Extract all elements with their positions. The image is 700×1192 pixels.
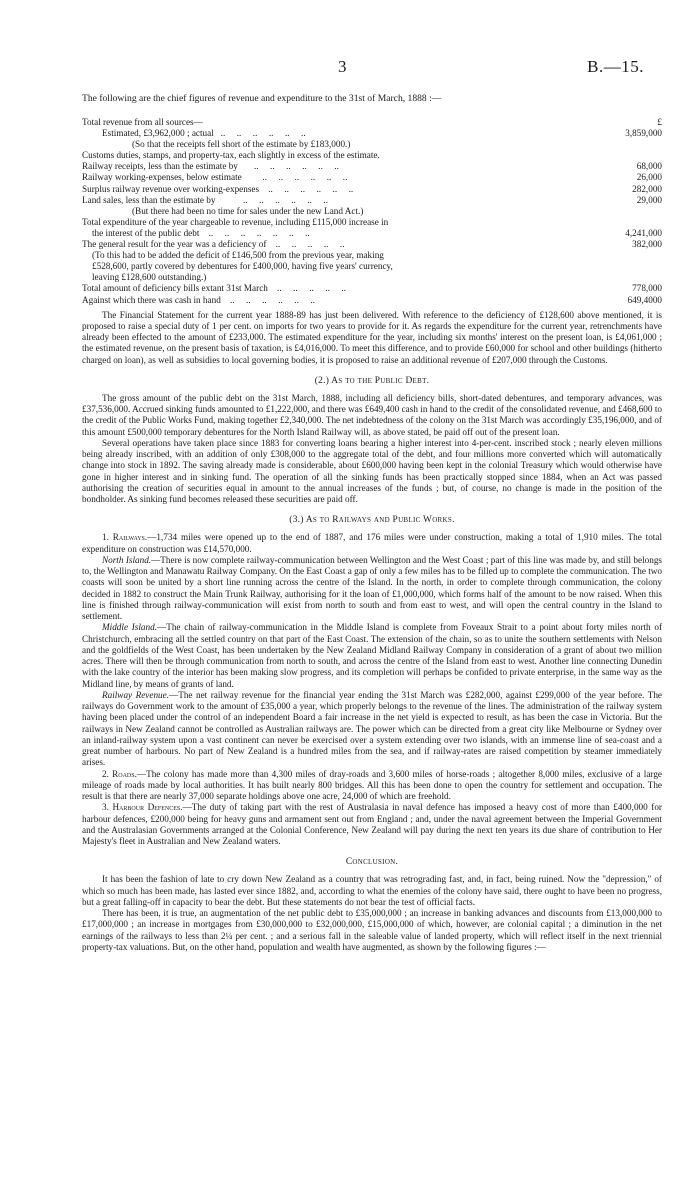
figure-amount [602,272,662,283]
figure-amount [602,261,662,272]
figure-label: Railway working-expenses, below estimate .. .. .. .. .. .. [82,172,348,183]
middle-island-paragraph [82,622,662,690]
figure-amount: 68,000 [636,161,662,172]
railway-revenue-paragraph [82,690,662,769]
figure-row [82,206,662,217]
figure-row [82,128,662,139]
figure-row [82,228,662,239]
figure-label: Surplus railway revenue over working-expenses .. .. .. .. .. .. [82,183,354,194]
figure-row [82,150,662,161]
figure-label: Total amount of deficiency bills extant 31st March .. .. .. .. .. [82,283,346,294]
harbour-defences-paragraph [82,802,662,847]
figure-row [82,217,662,228]
section-heading-conclusion: Conclusion. [345,857,399,868]
middle-island-text: —The chain of railway-communication in the Middle Island is complete from Foveaux Strait to a point about forty miles north of Christchurch, embracing all the settled country on that part of the East Coast. The extension of the chain, so as to unite the southern settlements with Nelson and the goldfields of the West Coast, has been undertaken by the New Zealand Midland Railway Company in consideration of a grant of about two million acres. There will then be through communication from north to south, and across the centre of the Island from east to west. Another line connecting Dunedin with the lake country of the interior has been making slow progress, and its completion will perhaps be confided to private enterprise, in the same way as the Midland line, by means of grants of land. [82,622,662,689]
figure-row [82,250,662,261]
north-island-text: —There is now complete railway-communication between Wellington and the West Coast ; part of this line was made by, and still belongs to, the Wellington and Manawatu Railway Company. On the East Coast a gap of only a few miles has to be filled up to complete the communication. The two coasts will soon be united by a short line running across the centre of the Island. In the north, in order to complete through communication, the colony decided in 1882 to construct the Main Trunk Railway, authorising for it the loan of £1,000,000, which forms half of the amount to be now raised. When this line is finished through railway-communication will exist from north to south and from east to west, and will open the central country in the Island to settlement. [82,554,662,622]
figure-label: Railway receipts, less than the estimate by .. .. .. .. .. .. [82,161,339,172]
conclusion-paragraph-2: There has been, it is true, an augmentation of the net public debt to £35,000,000 ; an increase in banking advances and discounts from £13,000,000 to £17,000,000 ; an increase in mortgages from £30,000,000 to £32,000,000, £15,000,000 of which, however, are colonial capital ; a diminution in the net earnings of the railways to less than 2¼ per cent. ; and a serious fall in the saleable value of landed property, which will reflect itself in the next triennial property-tax valuations. But, on the other hand, population and wealth have augmented, as shown by the following figures :— [82,908,662,952]
figure-row [82,172,662,183]
roads-lead: 2. Roads. [102,768,137,779]
figure-label: (But there had been no time for sales under the new Land Act.) [132,205,364,216]
railways-text: —1,734 miles were opened up to the end of 1887, and 176 miles were under construction, making a total of 1,910 miles. The total expenditure on construction was £14,570,000. [82,532,662,554]
figure-label: The general result for the year was a deficiency of .. .. .. .. .. [82,239,345,250]
figure-row [82,283,662,294]
public-debt-paragraph-1: The gross amount of the public debt on the 31st March, 1888, including all deficiency bills, short-dated debentures, and temporary advances, was £37,536,000. Accrued sinking funds amounted to £1,222,000, and there was £649,400 cash in hand to the credit of the consolidated revenue, and £468,600 to the credit of the Public Works Fund, making together £2,340,000. The net indebtedness of the colony on the 31st March was accordingly £35,196,000, and of this amount £500,000 temporary debentures for the North Island Railway will, as above stated, be paid off out of the present loan. [82,392,662,437]
figure-row [82,295,662,306]
figure-label: Total revenue from all sources— [82,117,203,127]
figure-row [82,261,662,272]
figure-amount [602,139,662,150]
figure-amount: 649,4000 [627,294,662,305]
figure-amount: £ [657,117,662,127]
figure-row [82,161,662,172]
figure-label: £528,600, partly covered by debentures for £400,000, having five years' currency, [92,261,393,272]
harbour-defences-lead: 3. Harbour Defences. [102,802,183,813]
figure-amount [602,206,662,217]
middle-island-lead: Middle Island. [102,622,158,633]
figure-amount: 778,000 [632,283,662,294]
harbour-defences-text: —The duty of taking part with the rest of Australasia in naval defence has imposed a heavy cost of more than £400,000 for harbour defences, £200,000 being for heavy guns and armament sent out from England ; and, under the naval agreement between the Imperial Government and the Australasian Governments arranged at the Colonial Conference, New Zealand will pay during the next ten years its due share of contribution to Her Majesty's fleet in Australian and New Zealand waters. [82,802,662,847]
figure-label: the interest of the public debt .. .. .. .. .. .. .. [92,227,310,238]
figure-row [82,195,662,206]
figure-label: Land sales, less than the estimate by .. .. .. .. .. .. [82,194,328,205]
figure-amount [602,250,662,261]
roads-text: —The colony has made more than 4,300 miles of dray-roads and 3,600 miles of horse-roads ; altogether 8,000 miles, exclusive of a large mileage of roads made by local authorities. It has built nearly 800 bridges. All this has been done to open the country for settlement and occupation. The result is that there are nearly 37,000 separate holdings above one acre, 24,000 of which are freehold. [82,768,662,802]
section-heading-railways: (3.) As to Railways and Public Works. [289,515,455,526]
figure-label: (So that the receipts fell short of the estimate by £183,000.) [132,139,351,150]
page-number: 3 [338,57,347,76]
figure-label: Total expenditure of the year chargeable to revenue, including £115,000 increase in [82,216,389,227]
figure-row [82,184,662,195]
railway-revenue-lead: Railway Revenue. [102,689,170,700]
conclusion-paragraph-1: It has been the fashion of late to cry down New Zealand as a country that was retrograding fast, and, in fact, being ruined. Now the "depression," of which so much has been made, has lasted ever since 1882, and, according to what the enemies of the colony have said, there ought to have been no progress, but a great falling-off in capacity to bear the debt. But these statements do not bear the test of official facts. [82,874,662,907]
financial-statement-paragraph: The Financial Statement for the current year 1888-89 has just been delivered. With reference to the deficiency of £128,600 above mentioned, it is proposed to raise a special duty of 1 per cent. on imports for two years to provide for it. As regards the expenditure for the current year, retrenchments have already been effected to the amount of £233,000. The estimated expenditure for the year, including six months' interest on the present loan, is £4,061,000 ; the estimated revenue, on the present basis of taxation, is £4,016,000. To meet this difference, and to provide £60,000 for school and other buildings (hitherto charged on loan), as well as subsidies to local governing bodies, it is proposed to raise an additional revenue of £207,000 through the Customs. [82,309,662,365]
north-island-lead: North Island. [102,554,152,565]
document-body [82,93,662,953]
railway-revenue-text: —The net railway revenue for the financial year ending the 31st March was £282,000, against £299,000 of the year before. The railways do Government work to the amount of £35,000 a year, which properly belongs to the revenue of the lines. The administration of the railway system having been placed under the control of an independent Board a fair increase in the net yield is expected to result, as has been the case in Victoria. But the railways in New Zealand cannot be controlled as Australian railways are. The power which can be directed from a great city like Melbourne or Sydney over an inland-railway system upon a vast continent can never be exercised over a system extending over two islands, with an immense line of sea-coast and a great number of harbours. No part of New Zealand is a hundred miles from the sea, and if railway-rates are raised competition by steamer immediately arises. [82,689,662,768]
figure-label: (To this had to be added the deficit of £146,500 from the previous year, making [92,250,384,261]
figure-amount [602,150,662,161]
figure-amount: 3,859,000 [625,128,662,139]
document-code: B.—15. [587,57,644,76]
figure-row [82,272,662,283]
figure-amount: 382,000 [632,239,662,250]
figure-amount: 26,000 [636,172,662,183]
figure-label: Against which there was cash in hand .. .. .. .. .. .. [82,294,315,305]
revenue-figures-table [82,117,662,306]
figure-amount [602,217,662,228]
figure-amount: 29,000 [636,194,662,205]
figure-row [82,139,662,150]
figure-label: Customs duties, stamps, and property-tax, each slightly in excess of the estimate. [82,150,380,161]
public-debt-paragraph-2: Several operations have taken place since 1883 for converting loans bearing a higher interest into 4-per-cent. inscribed stock ; nearly eleven millions being already inscribed, with an addition of only £308,000 to the aggregate total of the debt, and four millions more converted which will automatically change into stock in 1892. The saving already made is considerable, about £600,000 having been kept in the colonial Treasury which would otherwise have gone in higher interest and in sinking fund. The operation of all the sinking funds has been practically stopped since 1884, when an Act was passed authorising the creation of securities equal in amount to the annual increases of the funds ; but, of course, no change is made in the position of the bondholder. As sinking fund becomes released these securities are paid off. [82,437,662,505]
figure-row [82,239,662,250]
figure-label: leaving £128,600 outstanding.) [92,272,207,283]
intro-text: The following are the chief figures of revenue and expenditure to the 31st of March, 1888 :— [82,93,442,104]
figure-label: Estimated, £3,962,000 ; actual .. .. .. .. .. .. [102,128,306,139]
north-island-paragraph [82,555,662,623]
section-heading-public-debt: (2.) As to the Public Debt. [314,375,430,386]
roads-paragraph [82,769,662,803]
figure-row [82,117,662,128]
railways-paragraph [82,532,662,555]
figure-amount: 282,000 [632,183,662,194]
railways-lead: 1. Railways. [102,532,148,543]
figure-amount: 4,241,000 [625,227,662,238]
